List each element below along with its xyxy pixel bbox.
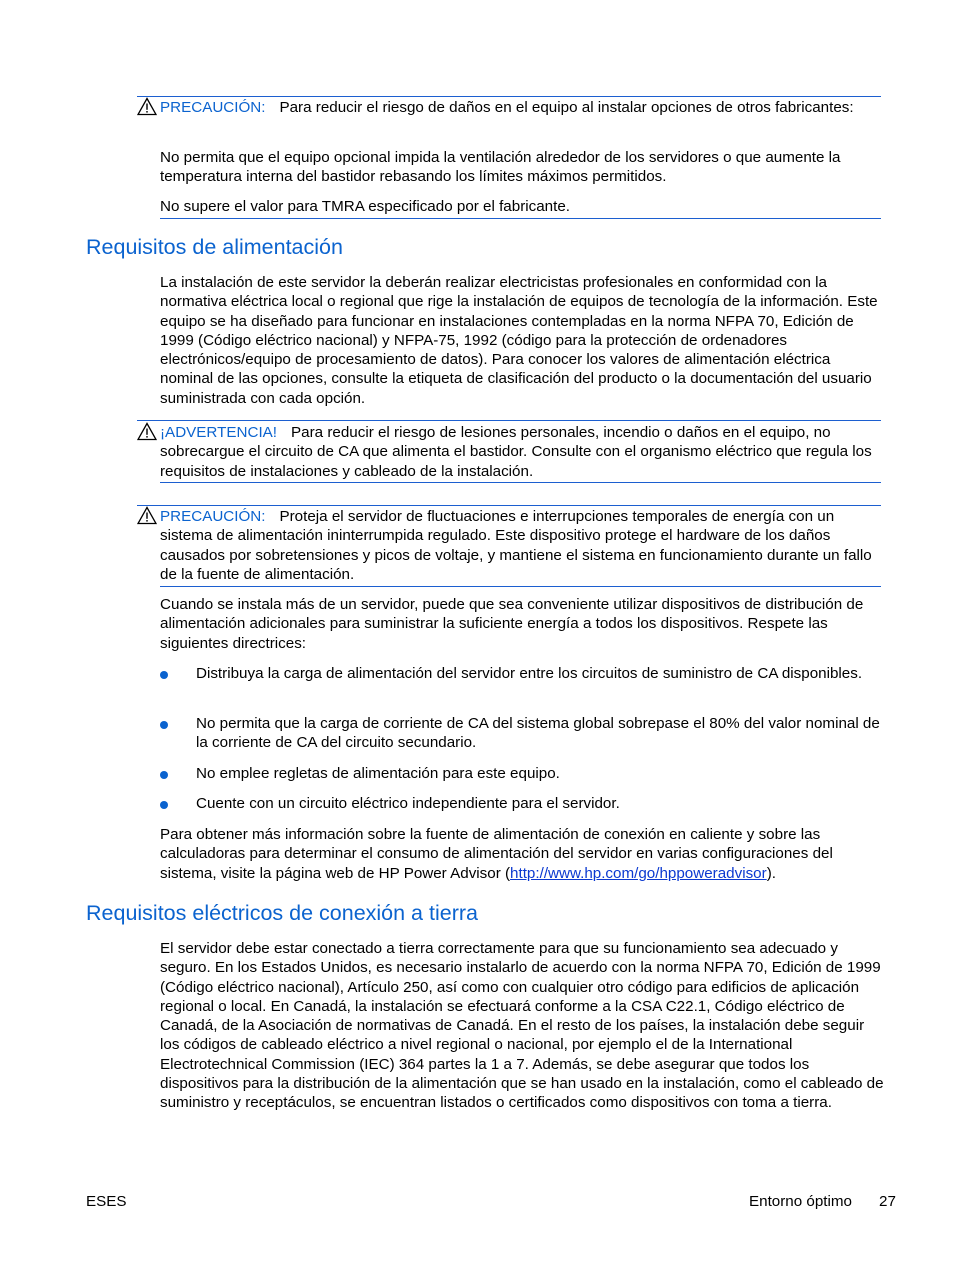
power-requirements-intro: La instalación de este servidor la deberán realizar electricistas profesionales en conformidad con la normativa eléctrica local o regional que rige la instalación de equipos de tecnología de la información. Este equipo se ha diseñado para funcionar en instalaciones contempladas en la norma NFPA 70, Edición de 1999 (Código eléctrico nacional) y NFPA-75, 1992 (código para la protección de ordenadores electrónicos/equipo de procesamiento de datos). Para conocer los valores de alimentación eléctrica nominal de las opciones, consulte la etiqueta de clasificación del producto o la documentación del usuario suministrada con cada opción. bbox=[160, 274, 878, 407]
list-item: No emplee regletas de alimentación para este equipo. bbox=[196, 765, 560, 782]
list-item: No permita que la carga de corriente de CA del sistema global sobrepase el 80% del valor nominal de la corriente de CA del circuito secundario. bbox=[196, 715, 880, 752]
caution1-top-rule bbox=[137, 96, 881, 97]
section-title-grounding-requirements: Requisitos eléctricos de conexión a tierra bbox=[86, 901, 478, 925]
list-item: Distribuya la carga de alimentación del servidor entre los circuitos de suministro de CA disponibles. bbox=[196, 665, 863, 682]
caution2-top-rule bbox=[137, 505, 881, 506]
caution1-text: Para reducir el riesgo de daños en el equipo al instalar opciones de otros fabricantes: bbox=[279, 99, 854, 116]
bullet-dot-icon bbox=[160, 771, 168, 779]
warning-top-rule bbox=[137, 420, 881, 421]
caution1-paragraph-ventilation: No permita que el equipo opcional impida la ventilación alrededor de los servidores o que aumente la temperatura interna del bastidor rebasando los límites máximos permitidos. bbox=[160, 149, 841, 186]
bullet-dot-icon bbox=[160, 801, 168, 809]
warning-label: ¡ADVERTENCIA! bbox=[160, 424, 278, 441]
caution2-text: Proteja el servidor de fluctuaciones e interrupciones temporales de energía con un sistema de alimentación ininterrumpida regulado. Este dispositivo protege el hardware de los daños causados por sobretensiones y picos de voltaje, y mantiene el sistema en funcionamiento durante un fallo de la fuente de alimentación. bbox=[160, 508, 872, 583]
footer-page-number: 27 bbox=[879, 1193, 896, 1210]
grounding-requirements-text: El servidor debe estar conectado a tierra correctamente para que su funcionamiento sea adecuado y seguro. En los Estados Unidos, es necesario instalarlo de acuerdo con la norma NFPA 70, Edición de 1999 (Código eléctrico nacional), Artículo 250, así como con cualquier otro código para edificios de aplicación regional o local. En Canadá, la instalación se efectuará conforme a la CSA C22.1, Código eléctrico de Canadá, de la Asociación de normativas de Canadá. En el resto de los países, la instalación debe seguir los códigos de cableado eléctrico a nivel regional o nacional, por ejemplo el de la International Electrotechnical Commission (IEC) 364 partes la 1 a 7. Además, se debe asegurar que todos los dispositivos para la distribución de la alimentación que se han usado en la instalación, como el cableado de suministro y receptáculos, se encuentran listados o certificados como dispositivos con toma a tierra. bbox=[160, 940, 884, 1112]
list-item: Cuente con un circuito eléctrico independiente para el servidor. bbox=[196, 795, 620, 812]
more-info-paragraph bbox=[160, 825, 884, 883]
footer-section-name: Entorno óptimo bbox=[749, 1193, 852, 1210]
caution2-notice bbox=[160, 507, 884, 584]
warning-triangle-icon bbox=[137, 97, 157, 116]
warning-triangle-icon bbox=[137, 506, 157, 525]
caution2-label: PRECAUCIÓN: bbox=[160, 508, 266, 525]
warning-notice bbox=[160, 423, 884, 481]
guidelines-intro: Cuando se instala más de un servidor, puede que sea conveniente utilizar dispositivos de distribución de alimentación adicionales para suministrar la suficiente energía a todos los dispositivos. Respete las siguientes directrices: bbox=[160, 596, 864, 652]
section-title-power-requirements: Requisitos de alimentación bbox=[86, 235, 343, 259]
more-info-text-end: ). bbox=[766, 864, 776, 882]
caution2-bottom-rule bbox=[160, 586, 881, 587]
warning-triangle-icon bbox=[137, 422, 157, 441]
bullet-dot-icon bbox=[160, 671, 168, 679]
footer-locale: ESES bbox=[86, 1193, 127, 1210]
caution1-bottom-rule bbox=[160, 218, 881, 219]
bullet-dot-icon bbox=[160, 721, 168, 729]
more-info-text: Para obtener más información sobre la fuente de alimentación de conexión en caliente y sobre las calculadoras para determinar el consumo de alimentación del servidor en varias configuraciones del sistema, visite la página web de HP Power Advisor ( bbox=[160, 826, 833, 882]
warning-text: Para reducir el riesgo de lesiones personales, incendio o daños en el equipo, no sobrecargue el circuito de CA que alimenta el bastidor. Consulte con el organismo eléctrico que regula los requisitos de instalaciones y cableado de la instalación. bbox=[160, 424, 872, 480]
hp-power-advisor-link[interactable]: http://www.hp.com/go/hppoweradvisor bbox=[510, 864, 767, 882]
caution1-paragraph-tmra: No supere el valor para TMRA especificado por el fabricante. bbox=[160, 198, 570, 215]
caution1-label: PRECAUCIÓN: bbox=[160, 99, 266, 116]
caution1-notice bbox=[160, 98, 884, 117]
warning-bottom-rule bbox=[160, 482, 881, 483]
